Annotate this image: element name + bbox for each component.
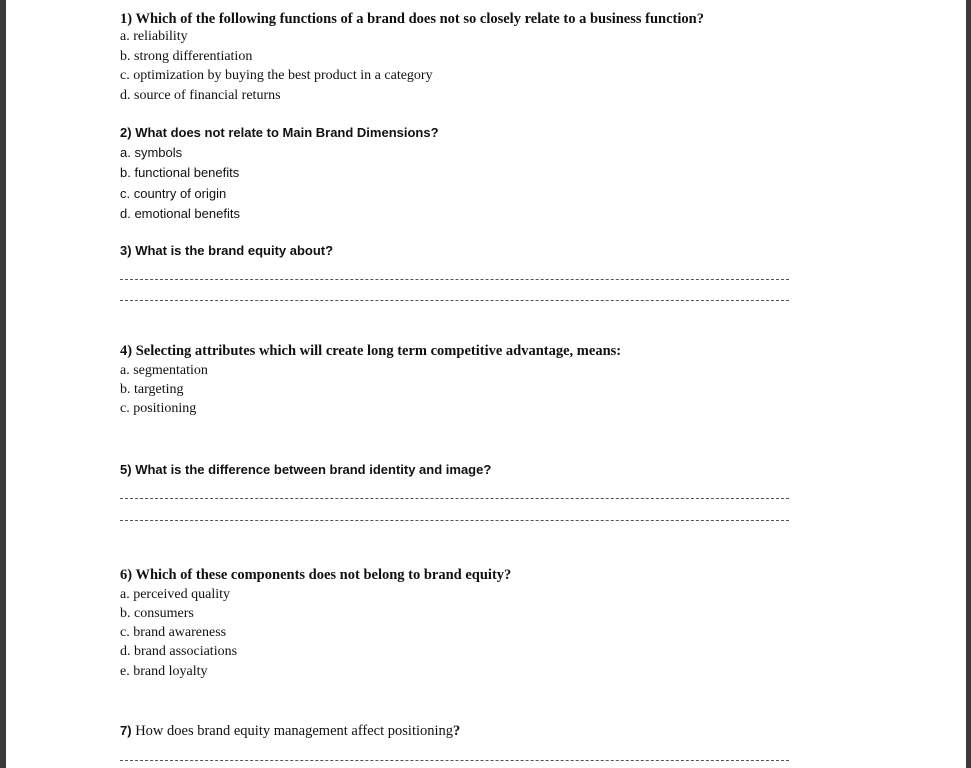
question-5 — [120, 462, 491, 477]
document-page — [6, 0, 966, 768]
question-7 — [120, 723, 460, 740]
question-2-number: 2) — [120, 125, 132, 140]
question-5-number: 5) — [120, 462, 132, 477]
answer-line-5b[interactable] — [120, 520, 789, 521]
question-7-number: 7) — [120, 723, 132, 738]
question-7-text: How does brand equity management affect positioning — [135, 723, 454, 739]
question-2-option-a: a. symbols — [120, 145, 183, 160]
answer-line-7a[interactable] — [120, 760, 789, 761]
answer-line-3b[interactable] — [120, 300, 789, 301]
question-1-text: Which of the following functions of a brand does not so closely relate to a business function? — [135, 11, 704, 27]
question-4 — [120, 343, 621, 360]
question-1-option-c: c. optimization by buying the best product in a category — [120, 68, 433, 83]
question-3-text: What is the brand equity about? — [135, 243, 334, 258]
question-6-option-e: e. brand loyalty — [120, 664, 208, 679]
question-3 — [120, 243, 333, 258]
question-6-number: 6) — [120, 567, 133, 583]
question-6 — [120, 567, 511, 584]
question-2-text: What does not relate to Main Brand Dimensions? — [135, 125, 439, 140]
question-1 — [120, 11, 704, 28]
question-5-text: What is the difference between brand identity and image? — [135, 462, 492, 477]
answer-line-3a[interactable] — [120, 279, 789, 280]
question-6-option-b: b. consumers — [120, 606, 194, 621]
question-4-option-c: c. positioning — [120, 401, 197, 416]
question-1-option-a: a. reliability — [120, 29, 188, 44]
question-2-option-c: c. country of origin — [120, 186, 227, 201]
answer-line-5a[interactable] — [120, 498, 789, 499]
question-4-option-b: b. targeting — [120, 382, 184, 397]
question-2-option-b: b. functional benefits — [120, 165, 240, 180]
question-4-number: 4) — [120, 343, 133, 359]
question-1-option-b: b. strong differentiation — [120, 49, 253, 64]
question-3-number: 3) — [120, 243, 132, 258]
question-2-option-d: d. emotional benefits — [120, 206, 240, 221]
question-1-option-d: d. source of financial returns — [120, 88, 281, 103]
question-4-text: Selecting attributes which will create long term competitive advantage, means: — [135, 343, 622, 359]
question-4-option-a: a. segmentation — [120, 363, 208, 378]
question-1-number: 1) — [120, 11, 133, 27]
question-7-mark: ? — [453, 723, 461, 739]
question-6-option-d: d. brand associations — [120, 644, 238, 659]
question-6-option-c: c. brand awareness — [120, 625, 227, 640]
question-2 — [120, 125, 439, 140]
question-6-option-a: a. perceived quality — [120, 587, 231, 602]
question-6-text: Which of these components does not belong to brand equity? — [135, 567, 512, 583]
